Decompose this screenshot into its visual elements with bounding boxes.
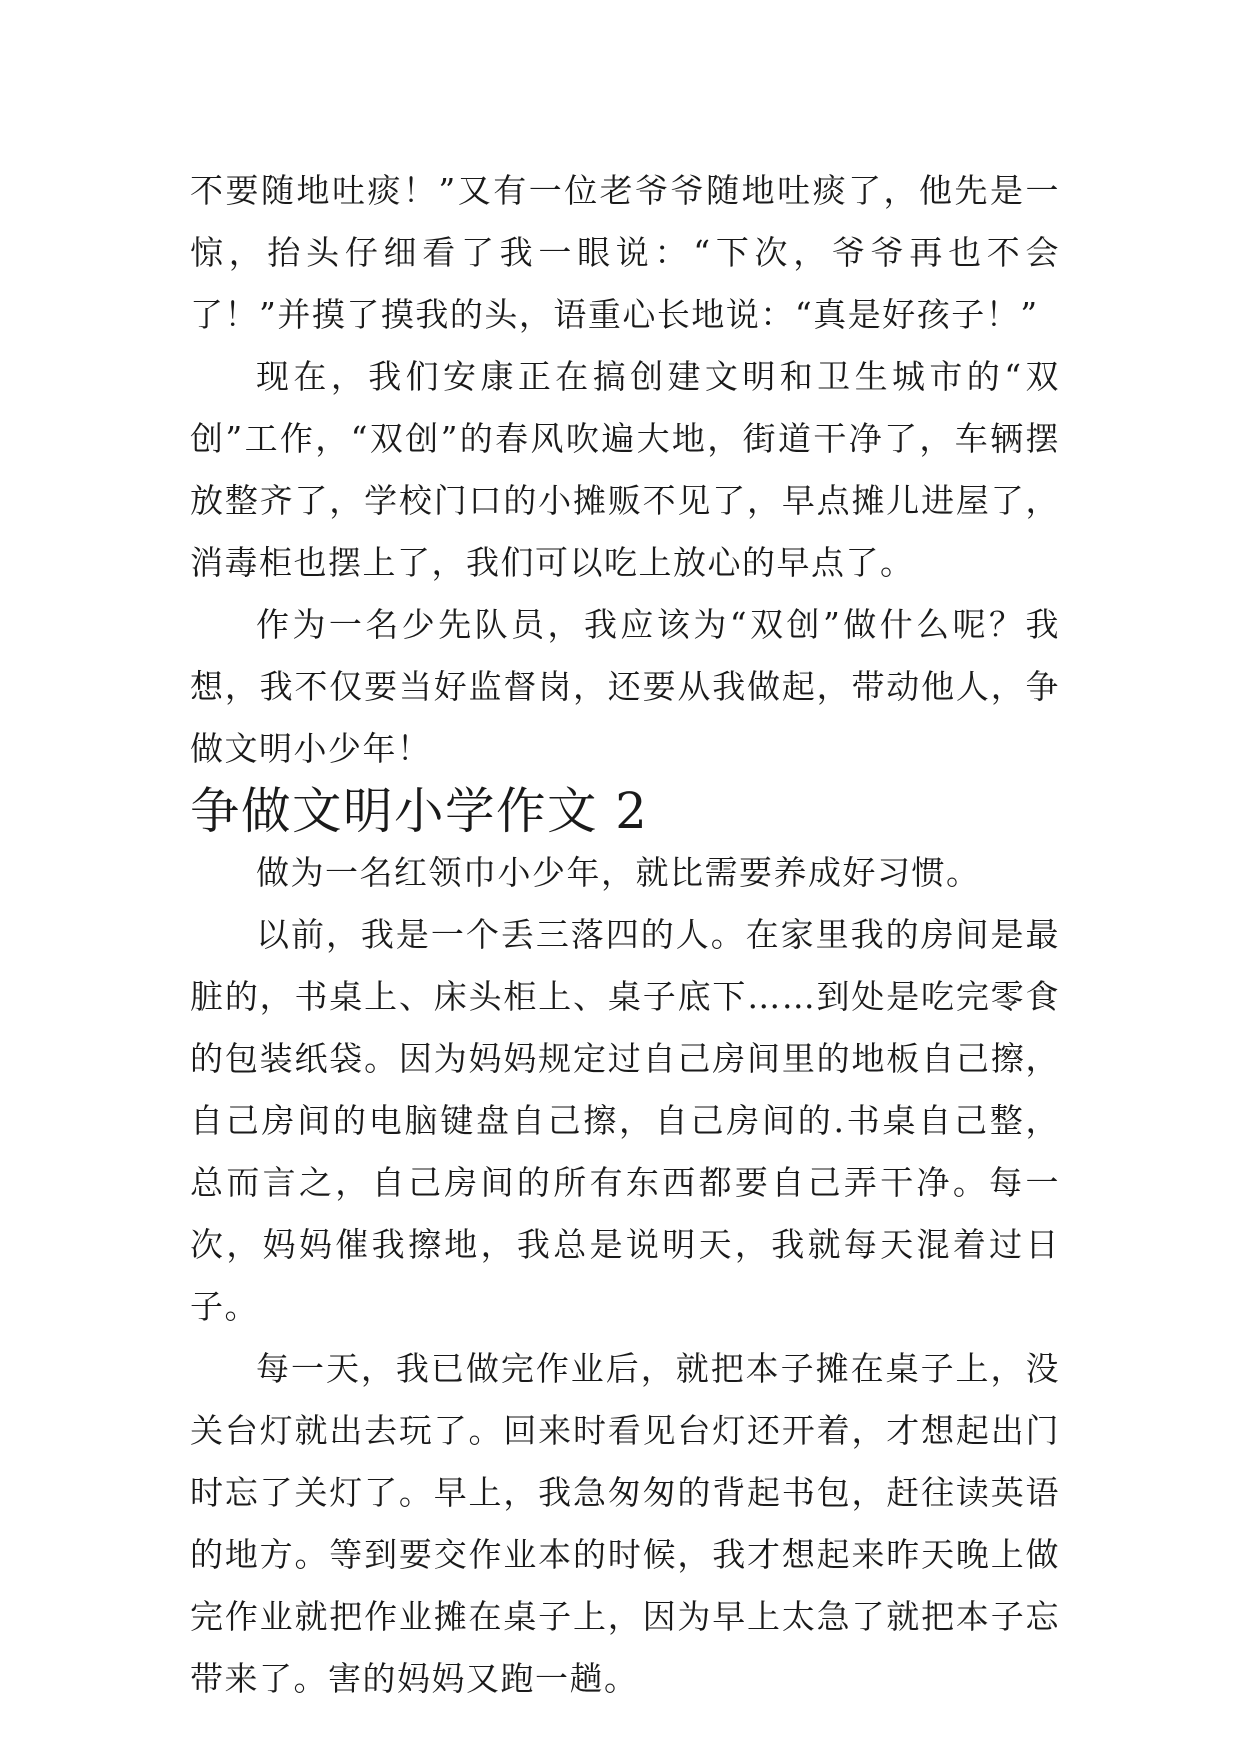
paragraph-messy-room: 以前，我是一个丢三落四的人。在家里我的房间是最脏的，书桌上、床头柜上、桌子底下……到处是吃完零食的包装纸袋。因为妈妈规定过自己房间里的地板自己擦，自己房间的电脑键盘自己擦，自己房间的.书桌自己整，总而言之，自己房间的所有东西都要自己弄干净。每一次，妈妈催我擦地，我总是说明天，我就每天混着过日子。 — [190, 915, 1060, 1326]
section-title: 争做文明小学作文 2 — [190, 782, 649, 840]
paragraph-red-scarf: 做为一名红领巾小少年，就比需要养成好习惯。 — [256, 853, 981, 892]
paragraph-forgot-homework: 每一天，我已做完作业后，就把本子摊在桌子上，没关台灯就出去玩了。回来时看见台灯还开着，才想起出门时忘了关灯了。早上，我急匆匆的背起书包，赶往读英语的地方。等到要交作业本的时候，我才想起来昨天晚上做完作业就把作业摊在桌子上，因为早上太急了就把本子忘带来了。害的妈妈又跑一趟。 — [190, 1349, 1060, 1698]
paragraph-young-pioneer: 作为一名少先队员，我应该为“双创”做什么呢？我想，我不仅要当好监督岗，还要从我做起，带动他人，争做文明小少年！ — [190, 605, 1060, 768]
paragraph-continued: 不要随地吐痰！”又有一位老爷爷随地吐痰了，他先是一惊，抬头仔细看了我一眼说：“下次，爷爷再也不会了！”并摸了摸我的头，语重心长地说：“真是好孩子！” — [190, 171, 1060, 334]
paragraph-shuangchuang: 现在，我们安康正在搞创建文明和卫生城市的“双创”工作，“双创”的春风吹遍大地，街道干净了，车辆摆放整齐了，学校门口的小摊贩不见了，早点摊儿进屋了，消毒柜也摆上了，我们可以吃上放心的早点了。 — [190, 357, 1060, 582]
document-body — [190, 160, 1060, 1710]
